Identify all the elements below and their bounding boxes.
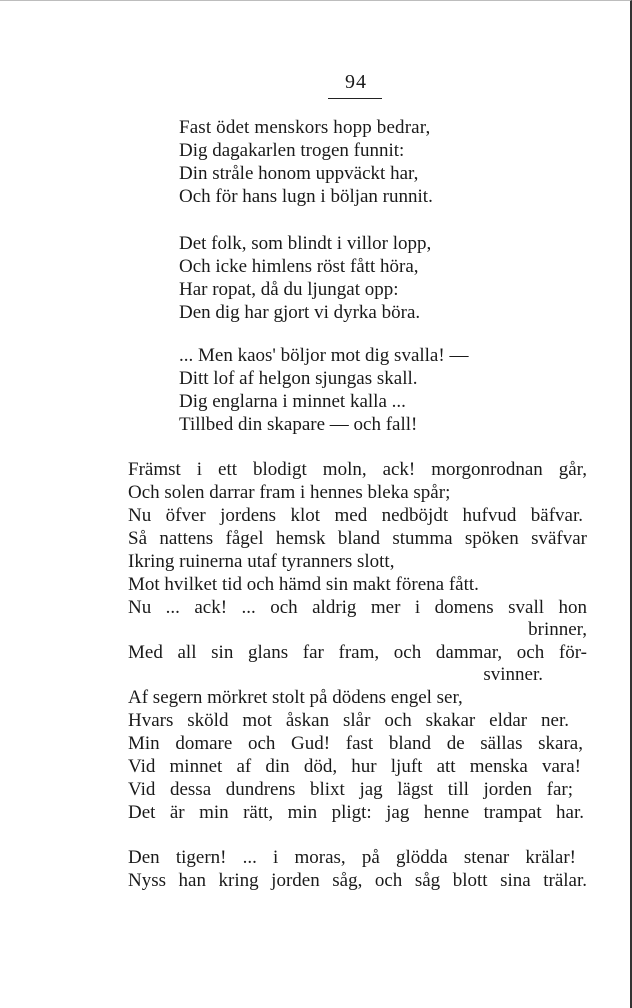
- closing-line-2: Nyss han kring jorden såg, och såg blott sina trälar.: [128, 870, 587, 891]
- passage-line-12: Vid minnet af din död, hur ljuft att menska vara!: [128, 756, 581, 777]
- passage-line-10: Hvars sköld mot åskan slår och skakar eldar ner.: [128, 710, 569, 731]
- stanza-3-line-4: Tillbed din skapare — och fall!: [179, 414, 418, 435]
- stanza-1-line-1: Fast ödet menskors hopp bedrar,: [179, 117, 431, 138]
- passage-line-4: Så nattens fågel hemsk bland stumma spöken sväfvar: [128, 528, 587, 549]
- stanza-3-line-3: Dig englarna i minnet kalla ...: [179, 391, 406, 412]
- passage-line-6: Mot hvilket tid och hämd sin makt förena fått.: [128, 574, 479, 595]
- page-number-rule: [328, 98, 382, 99]
- page-number: 94: [345, 71, 367, 93]
- passage-line-7: Nu ... ack! ... och aldrig mer i domens svall hon: [128, 597, 587, 618]
- passage-line-2: Och solen darrar fram i hennes bleka spår;: [128, 482, 451, 503]
- passage-line-1: Främst i ett blodigt moln, ack! morgonrodnan går,: [128, 459, 587, 480]
- stanza-1-line-2: Dig dagakarlen trogen funnit:: [179, 140, 405, 161]
- passage-line-11: Min domare och Gud! fast bland de sällas skara,: [128, 733, 583, 754]
- stanza-2-line-3: Har ropat, då du ljungat opp:: [179, 279, 399, 300]
- stanza-3-line-2: Ditt lof af helgon sjungas skall.: [179, 368, 418, 389]
- passage-line-13: Vid dessa dundrens blixt jag lägst till jorden far;: [128, 779, 573, 800]
- passage-line-9: Af segern mörkret stolt på dödens engel ser,: [128, 687, 463, 708]
- passage-line-8: Med all sin glans far fram, och dammar, och för-: [128, 642, 587, 663]
- stanza-2-line-1: Det folk, som blindt i villor lopp,: [179, 233, 432, 254]
- passage-line-5: Ikring ruinerna utaf tyranners slott,: [128, 551, 395, 572]
- stanza-2-line-4: Den dig har gjort vi dyrka böra.: [179, 302, 421, 323]
- closing-line-1: Den tigern! ... i moras, på glödda stenar krälar!: [128, 847, 576, 868]
- stanza-3-line-1: ... Men kaos' böljor mot dig svalla! —: [179, 345, 469, 366]
- passage-line-14: Det är min rätt, min pligt: jag henne trampat har.: [128, 802, 584, 823]
- stanza-1-line-3: Din stråle honom uppväckt har,: [179, 163, 419, 184]
- stanza-1-line-4: Och för hans lugn i böljan runnit.: [179, 186, 433, 207]
- passage-line-7-continuation: brinner,: [528, 619, 587, 640]
- passage-line-3: Nu öfver jordens klot med nedböjdt hufvud bäfvar.: [128, 505, 583, 526]
- passage-line-8-continuation: svinner.: [483, 664, 543, 685]
- stanza-2-line-2: Och icke himlens röst fått höra,: [179, 256, 419, 277]
